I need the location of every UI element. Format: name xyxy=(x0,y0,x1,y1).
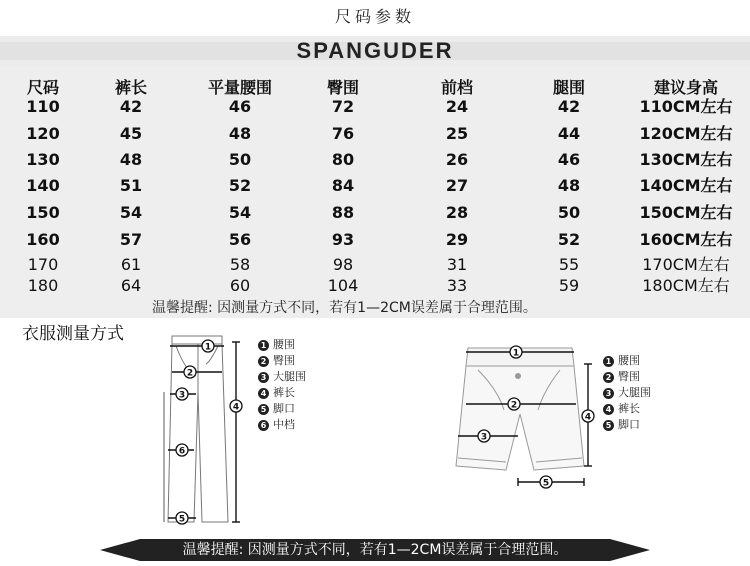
legend-item xyxy=(258,369,306,385)
measure-marker-label: 1 xyxy=(512,348,520,359)
table-cell: 110 xyxy=(26,97,60,116)
table-cell: 45 xyxy=(119,124,143,143)
table-cell: 120 xyxy=(26,124,60,143)
table-cell: 54 xyxy=(228,203,252,222)
table-cell: 42 xyxy=(119,97,143,116)
table-cell: 72 xyxy=(331,97,355,116)
table-cell: 80 xyxy=(331,150,355,169)
table-cell: 93 xyxy=(331,230,355,249)
table-cell: 160CM左右 xyxy=(639,230,733,249)
table-cell: 130 xyxy=(26,150,60,169)
table-header-cell: 建议身高 xyxy=(653,78,719,97)
table-cell: 51 xyxy=(119,176,143,195)
legend-item xyxy=(603,369,651,385)
legend-number-icon: 1 xyxy=(603,356,614,367)
legend-item xyxy=(603,401,651,417)
measure-marker-label: 5 xyxy=(542,478,550,489)
legend-label: 腰围 xyxy=(618,354,640,367)
legend-label: 臀围 xyxy=(273,354,295,367)
table-cell: 84 xyxy=(331,176,355,195)
table-cell: 48 xyxy=(119,150,143,169)
table-cell: 180CM左右 xyxy=(642,276,730,295)
table-cell: 88 xyxy=(331,203,355,222)
legend-item xyxy=(258,353,306,369)
legend-label: 脚口 xyxy=(273,402,295,415)
table-cell: 57 xyxy=(119,230,143,249)
table-cell: 42 xyxy=(557,97,581,116)
legend-item xyxy=(258,417,306,433)
table-cell: 110CM左右 xyxy=(639,97,733,116)
table-cell: 24 xyxy=(445,97,469,116)
measure-section-title: 衣服测量方式 xyxy=(22,324,124,344)
inline-note: 温馨提醒: 因测量方式不同，若有1—2CM误差属于合理范围。 xyxy=(152,300,537,316)
legend-label: 腰围 xyxy=(273,338,295,351)
table-cell: 29 xyxy=(445,230,469,249)
table-cell: 33 xyxy=(446,276,468,295)
table-cell: 140 xyxy=(26,176,60,195)
legend-item xyxy=(603,417,651,433)
size-table xyxy=(0,66,750,318)
table-cell: 170CM左右 xyxy=(642,255,730,274)
table-cell: 55 xyxy=(558,255,580,274)
legend-label: 裤长 xyxy=(273,386,295,399)
table-cell: 76 xyxy=(331,124,355,143)
table-cell: 180 xyxy=(27,276,59,295)
table-cell: 48 xyxy=(557,176,581,195)
measure-marker-label: 3 xyxy=(178,390,186,401)
table-cell: 140CM左右 xyxy=(639,176,733,195)
table-cell: 60 xyxy=(229,276,251,295)
table-cell: 28 xyxy=(445,203,469,222)
table-cell: 50 xyxy=(228,150,252,169)
table-cell: 61 xyxy=(120,255,142,274)
legend-number-icon: 2 xyxy=(258,356,269,367)
legend-number-icon: 2 xyxy=(603,372,614,383)
page-title: 尺码参数 xyxy=(334,7,415,26)
measure-marker-label: 4 xyxy=(584,412,592,423)
legend-number-icon: 6 xyxy=(258,420,269,431)
table-header-cell: 平量腰围 xyxy=(207,78,273,97)
measure-marker-label: 1 xyxy=(204,342,212,353)
legend-label: 大腿围 xyxy=(273,370,306,383)
legend-item xyxy=(258,337,306,353)
legend-number-icon: 3 xyxy=(258,372,269,383)
legend-number-icon: 1 xyxy=(258,340,269,351)
legend-item xyxy=(258,401,306,417)
shorts-diagram xyxy=(448,340,598,492)
brand-name: SPANGUDER xyxy=(296,38,454,63)
table-cell: 48 xyxy=(228,124,252,143)
legend-label: 臀围 xyxy=(618,370,640,383)
table-cell: 25 xyxy=(445,124,469,143)
legend-label: 脚口 xyxy=(618,418,640,431)
table-cell: 52 xyxy=(228,176,252,195)
legend-number-icon: 5 xyxy=(603,420,614,431)
pants-diagram xyxy=(150,332,260,532)
table-cell: 52 xyxy=(557,230,581,249)
table-cell: 64 xyxy=(120,276,142,295)
legend-item xyxy=(258,385,306,401)
table-cell: 170 xyxy=(27,255,59,274)
table-cell: 160 xyxy=(26,230,60,249)
table-cell: 54 xyxy=(119,203,143,222)
measure-marker-label: 4 xyxy=(232,402,240,413)
legend-item xyxy=(603,353,651,369)
measure-marker-label: 3 xyxy=(480,432,488,443)
legend-number-icon: 4 xyxy=(603,404,614,415)
table-header-cell: 尺码 xyxy=(26,78,60,97)
table-cell: 58 xyxy=(229,255,251,274)
table-cell: 98 xyxy=(332,255,354,274)
table-header-cell: 裤长 xyxy=(114,78,148,97)
table-cell: 56 xyxy=(228,230,252,249)
measure-marker-label: 2 xyxy=(186,368,194,379)
table-cell: 26 xyxy=(445,150,469,169)
table-cell: 46 xyxy=(228,97,252,116)
table-cell: 44 xyxy=(557,124,581,143)
table-cell: 46 xyxy=(557,150,581,169)
legend-label: 中档 xyxy=(273,418,295,431)
bottom-banner-text-wrap xyxy=(100,539,650,561)
table-cell: 150 xyxy=(26,203,60,222)
legend-label: 大腿围 xyxy=(618,386,651,399)
table-cell: 130CM左右 xyxy=(639,150,733,169)
table-header-cell: 前档 xyxy=(440,78,474,97)
table-cell: 31 xyxy=(446,255,468,274)
legend-number-icon: 3 xyxy=(603,388,614,399)
table-cell: 27 xyxy=(445,176,469,195)
pants-legend xyxy=(258,337,306,433)
measure-marker-label: 6 xyxy=(178,446,186,457)
footer-note: 温馨提醒: 因测量方式不同，若有1—2CM误差属于合理范围。 xyxy=(182,542,568,558)
legend-label: 裤长 xyxy=(618,402,640,415)
table-header-cell: 腿围 xyxy=(552,78,586,97)
measure-marker-label: 5 xyxy=(178,514,186,525)
table-cell: 120CM左右 xyxy=(639,124,733,143)
legend-number-icon: 5 xyxy=(258,404,269,415)
table-cell: 59 xyxy=(558,276,580,295)
legend-number-icon: 4 xyxy=(258,388,269,399)
table-header-cell: 臀围 xyxy=(326,78,360,97)
pants-markers xyxy=(176,340,242,525)
table-cell: 104 xyxy=(327,276,359,295)
table-cell: 150CM左右 xyxy=(639,203,733,222)
measure-marker-label: 2 xyxy=(510,400,518,411)
shorts-legend xyxy=(603,353,651,433)
table-cell: 50 xyxy=(557,203,581,222)
legend-item xyxy=(603,385,651,401)
